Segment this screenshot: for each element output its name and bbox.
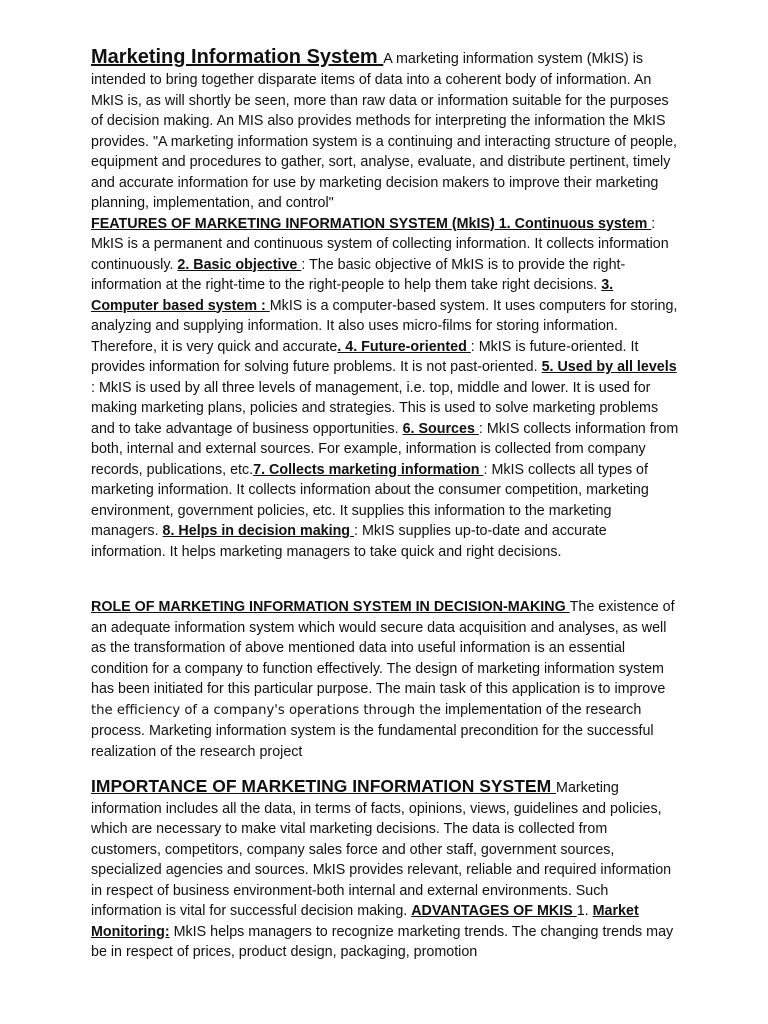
feature-1-title: 1. Continuous system (498, 215, 652, 232)
role-text-b: the efficiency of a company's operations through the (91, 702, 442, 718)
feature-4-text: : MkIS is future-oriented. It provides information for solving future problems. It is not past-oriented. (91, 338, 639, 375)
feature-8-text: : MkIS supplies up-to-date and accurate information. It helps marketing managers to take quick and right decisions. (91, 523, 607, 560)
document-title: Marketing Information System (91, 46, 384, 68)
advantages-heading: ADVANTAGES OF MKIS (411, 903, 577, 919)
feature-2-title: 2. Basic objective (177, 256, 302, 273)
feature-2-text: : The basic objective of MkIS is to provide the right-information at the right-time to the right-people to help them take right decisions. (91, 256, 626, 293)
paragraph-role (91, 597, 681, 762)
paragraph-intro-features (91, 44, 681, 562)
feature-5-title: 5. Used by all levels (541, 359, 677, 375)
feature-3-title: 3. Computer based system : (91, 277, 614, 314)
feature-7-text: : MkIS collects all types of marketing information. It collects information about the consumer competition, marketing environment, government policies, etc. It supplies this information to the marketing managers. (91, 461, 649, 539)
feature-8-title: 8. Helps in decision making (162, 523, 355, 539)
feature-3-text: MkIS is a computer-based system. It uses computers for storing, analyzing and supplying information. It also uses micro-films for storing information. Therefore, it is very quick and accurate (91, 297, 678, 355)
feature-6-title: 6. Sources (402, 420, 479, 437)
role-text-c: implementation of the research process. Marketing information system is the fundamental precondition for the successful realization of the research project (91, 701, 654, 760)
role-heading: ROLE OF MARKETING INFORMATION SYSTEM IN DECISION-MAKING (91, 599, 570, 615)
intro-text: A marketing information system (MkIS) is intended to bring together disparate items of data into a coherent body of information. An MkIS is, as will shortly be seen, more than raw data or information suitable for the purposes of decision making. An MIS also provides methods for interpreting the information the MkIS provides. "A marketing information system is a continuing and interacting structure of people, equipment and procedures to gather, sort, analyse, evaluate, and distribute pertinent, timely and accurate information for use by marketing decision makers to improve their marketing planning, implementation, and control" (91, 51, 677, 211)
advantage-1-title: Market Monitoring: (91, 903, 639, 940)
feature-1-text: : MkIS is a permanent and continuous system of collecting information. It collects information continuously. (91, 215, 669, 273)
role-text-a: The existence of an adequate information system which would secure data acquisition and analyses, as well as the transformation of above mentioned data into useful information is an essential condition for a company to function effectively. The design of marketing information system has been initiated for this particular purpose. The main task of this application is to improve (91, 599, 675, 697)
feature-6-text: : MkIS collects information from both, internal and external sources. For example, information is collected from company records, publications, etc. (91, 420, 679, 478)
paragraph-importance (91, 776, 681, 963)
feature-4-title: . 4. Future-oriented (337, 338, 471, 355)
feature-5-text: : MkIS is used by all three levels of management, i.e. top, middle and lower. It is used for making marketing plans, policies and strategies. This is used to solve marketing problems and to take advantage of business opportunities. (91, 379, 659, 437)
importance-text: Marketing information includes all the data, in terms of facts, opinions, views, guidelines and policies, which are necessary to make vital marketing decisions. The data is collected from customers, competitors, company sales force and other staff, government sources, specialized agencies and sources. MkIS provides relevant, reliable and required information in respect of business environment-both internal and external environments. Such information is vital for successful decision making. (91, 780, 672, 919)
importance-heading: IMPORTANCE OF MARKETING INFORMATION SYSTEM (91, 776, 557, 796)
advantage-1-text: MkIS helps managers to recognize marketing trends. The changing trends may be in respect of prices, product design, packaging, promotion (91, 923, 674, 960)
advantage-number: 1. (576, 903, 593, 919)
feature-7-title: 7. Collects marketing information (253, 461, 484, 478)
features-heading: FEATURES OF MARKETING INFORMATION SYSTEM (MkIS) (91, 215, 499, 232)
